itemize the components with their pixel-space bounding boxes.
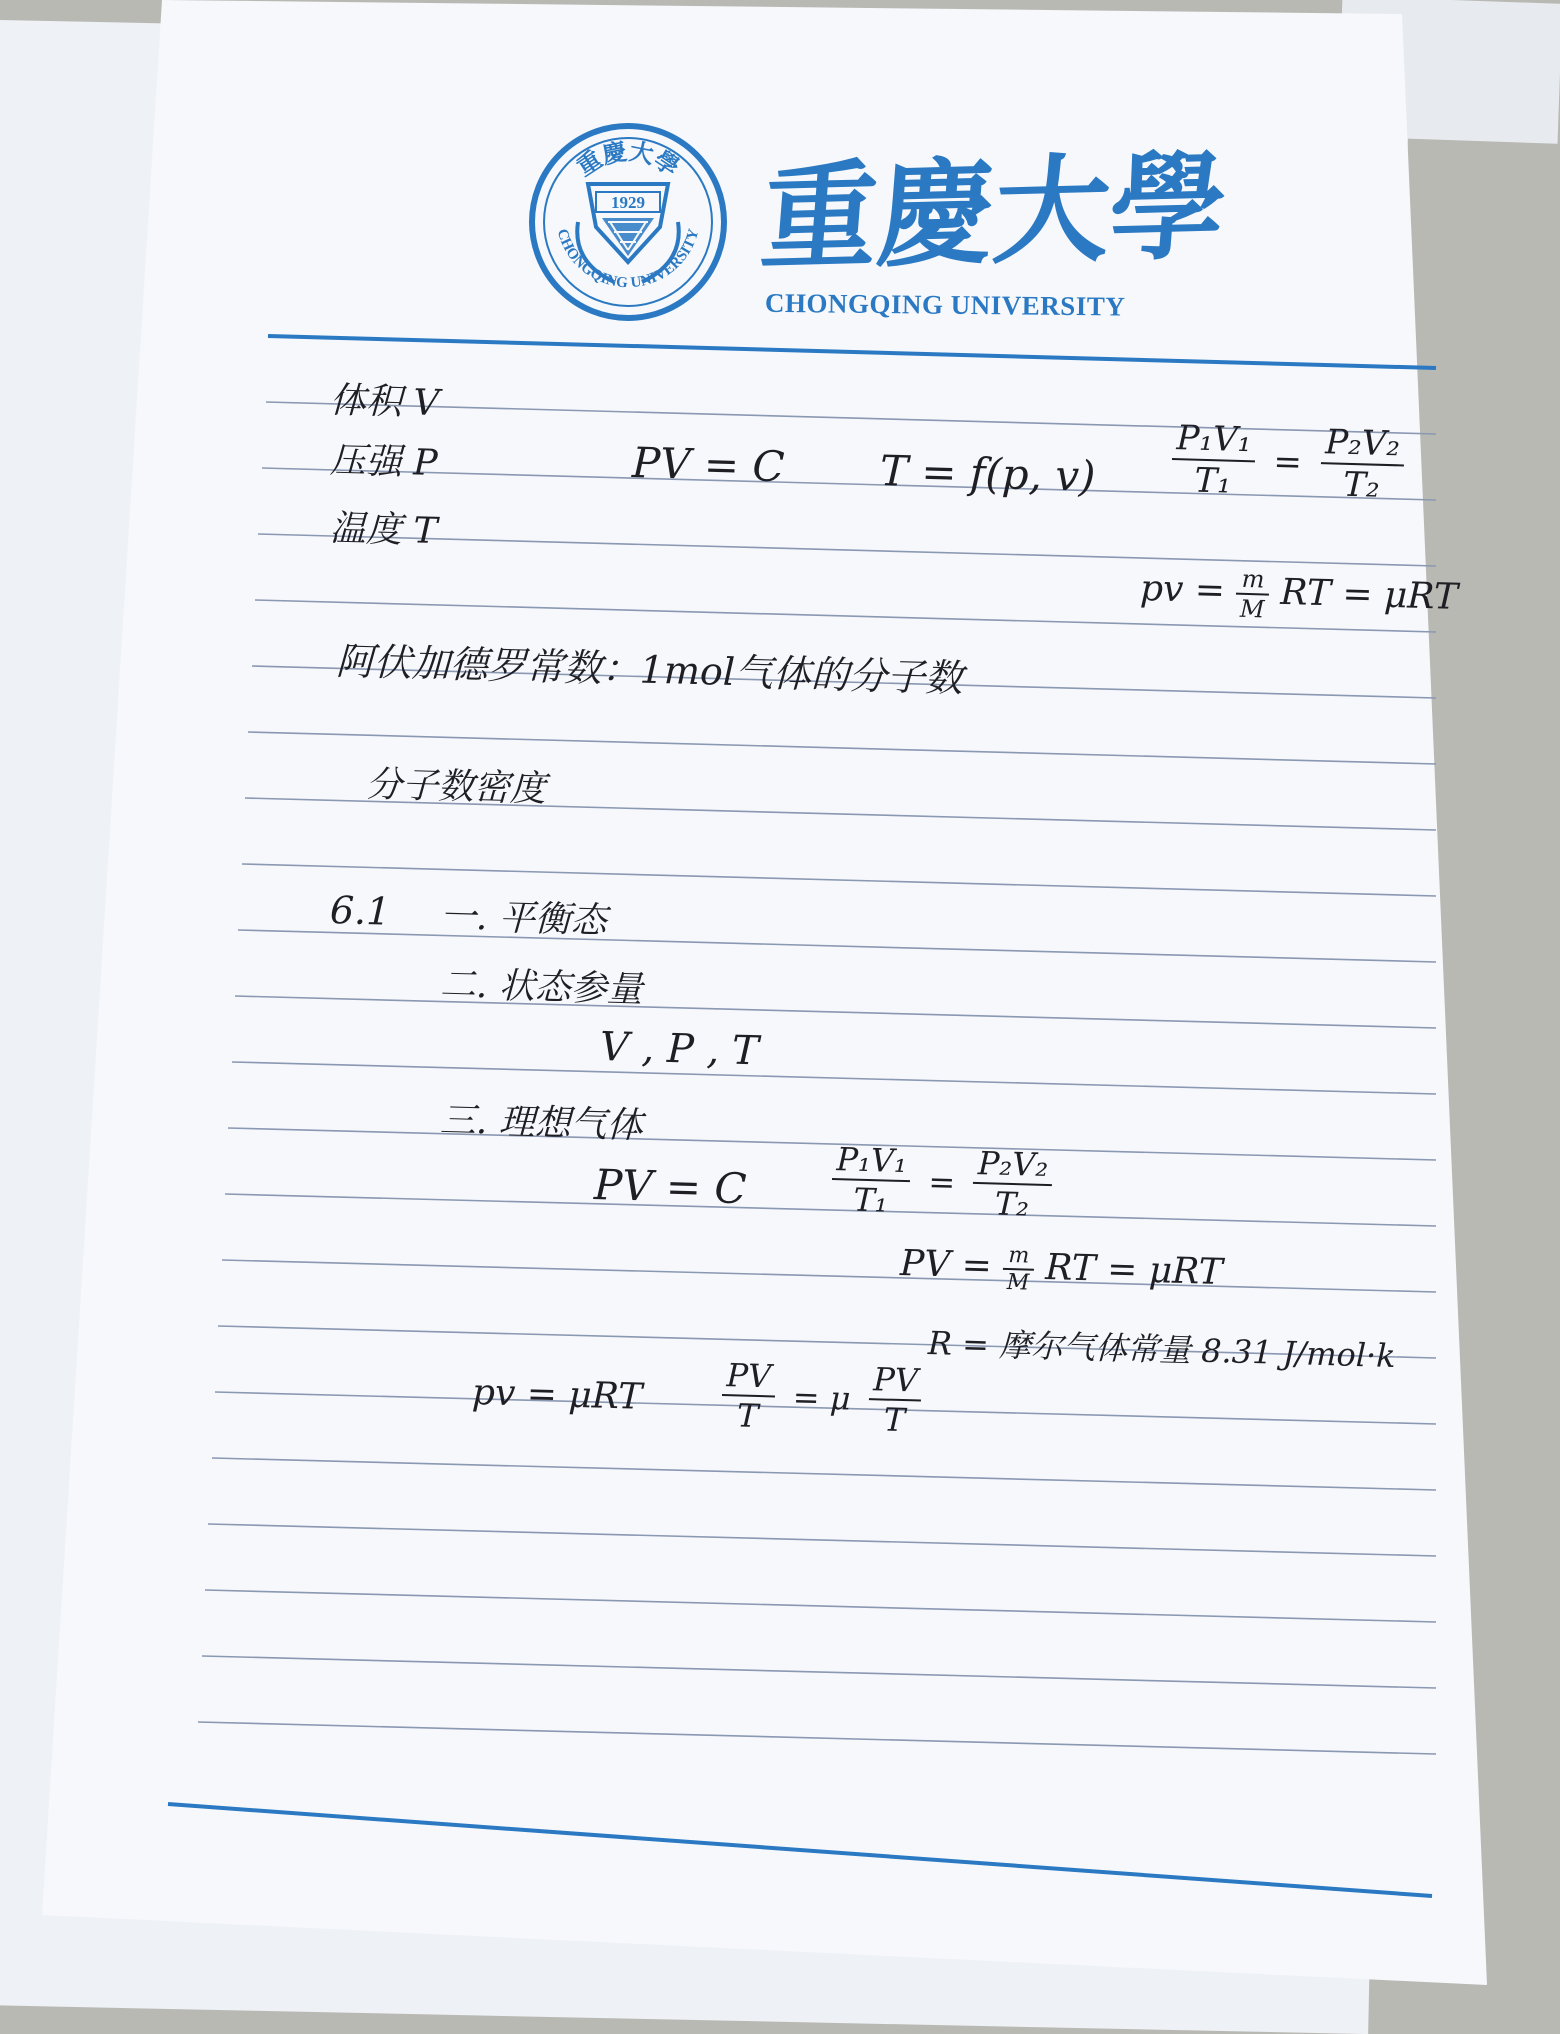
- note-ratio-relation: [721, 1356, 923, 1440]
- note-item-3-ideal-gas: [899, 1240, 1223, 1301]
- ideal-gas-suffix: RT = μRT: [1279, 571, 1459, 618]
- university-name-cn: 重慶大學: [756, 138, 1232, 287]
- item3-m-over-M-num: m: [1003, 1243, 1034, 1271]
- note-ideal-gas-eq: [1139, 562, 1458, 629]
- fraction-left-den: T₁: [1194, 460, 1232, 502]
- ratio-fraction-left: [721, 1356, 776, 1435]
- ratio-fraction-right: [868, 1360, 923, 1439]
- note-molecular-density: 分子数密度: [365, 764, 547, 811]
- item3-fraction-left-num: P₁V₁: [832, 1140, 911, 1182]
- seal-year: 1929: [611, 193, 645, 212]
- item3-fraction-left-den: T₁: [852, 1180, 889, 1220]
- fraction-left-num: P₁V₁: [1172, 418, 1256, 462]
- seal-text-cn: 重慶大學: [571, 136, 685, 182]
- item3-fraction-left: [831, 1140, 911, 1220]
- fraction-right-den: T₂: [1342, 464, 1381, 506]
- note-item-2-vars: V , P , T: [599, 1024, 760, 1075]
- item3-ideal-gas-suffix: RT = μRT: [1044, 1247, 1224, 1294]
- m-over-M-num: m: [1236, 565, 1269, 596]
- ratio-mid: = μ: [792, 1377, 852, 1418]
- fraction-right: [1320, 422, 1405, 506]
- ratio-fraction-left-den: T: [736, 1396, 759, 1436]
- note-volume: 体积 V: [329, 380, 440, 425]
- note-avogadro: 阿伏加德罗常数：1mol气体的分子数: [335, 639, 964, 701]
- note-t-function: T = f(p, v): [879, 446, 1097, 502]
- item3-m-over-M-den: M: [1006, 1269, 1030, 1296]
- footer-rule: [168, 1804, 1432, 1896]
- item3-fraction-right: [972, 1144, 1052, 1224]
- item3-ideal-gas-prefix: PV =: [899, 1243, 993, 1287]
- item3-fraction-right-num: P₂V₂: [973, 1144, 1052, 1186]
- note-temperature: 温度 T: [329, 508, 438, 552]
- fraction-left: [1171, 418, 1256, 502]
- fraction-equals: =: [1272, 441, 1303, 483]
- note-combined-gas-law: [1171, 418, 1405, 506]
- note-item-3-combined: [831, 1140, 1053, 1224]
- university-name-en: CHONGQING UNIVERSITY: [764, 287, 1126, 322]
- note-pv-const: PV = C: [631, 438, 786, 492]
- item3-m-over-M: [1003, 1243, 1035, 1296]
- note-item-3-pv: PV = C: [593, 1160, 748, 1214]
- seal-text-en: CHONGQING UNIVERSITY: [553, 227, 703, 292]
- item3-fraction-right-den: T₂: [994, 1184, 1030, 1224]
- m-over-M: [1236, 565, 1270, 624]
- header-rule: [268, 336, 1436, 368]
- note-item-1: 一. 平衡态: [439, 896, 608, 942]
- note-r-constant: R = 摩尔气体常量 8.31 J/mol·k: [927, 1324, 1397, 1376]
- m-over-M-den: M: [1239, 594, 1265, 624]
- ratio-fraction-right-num: PV: [869, 1360, 923, 1401]
- fraction-right-num: P₂V₂: [1321, 422, 1405, 466]
- ratio-fraction-right-den: T: [883, 1400, 906, 1440]
- note-section-number: 6.1: [329, 888, 392, 934]
- note-item-3: 三. 理想气体: [439, 1100, 644, 1147]
- note-pv-mu-rt: pv = μRT: [471, 1372, 643, 1418]
- note-pressure: 压强 P: [329, 440, 439, 484]
- note-item-2: 二. 状态参量: [439, 964, 644, 1011]
- item3-fraction-equals: =: [927, 1162, 956, 1202]
- ratio-fraction-left-num: PV: [722, 1356, 776, 1397]
- ideal-gas-prefix: pv =: [1139, 568, 1226, 612]
